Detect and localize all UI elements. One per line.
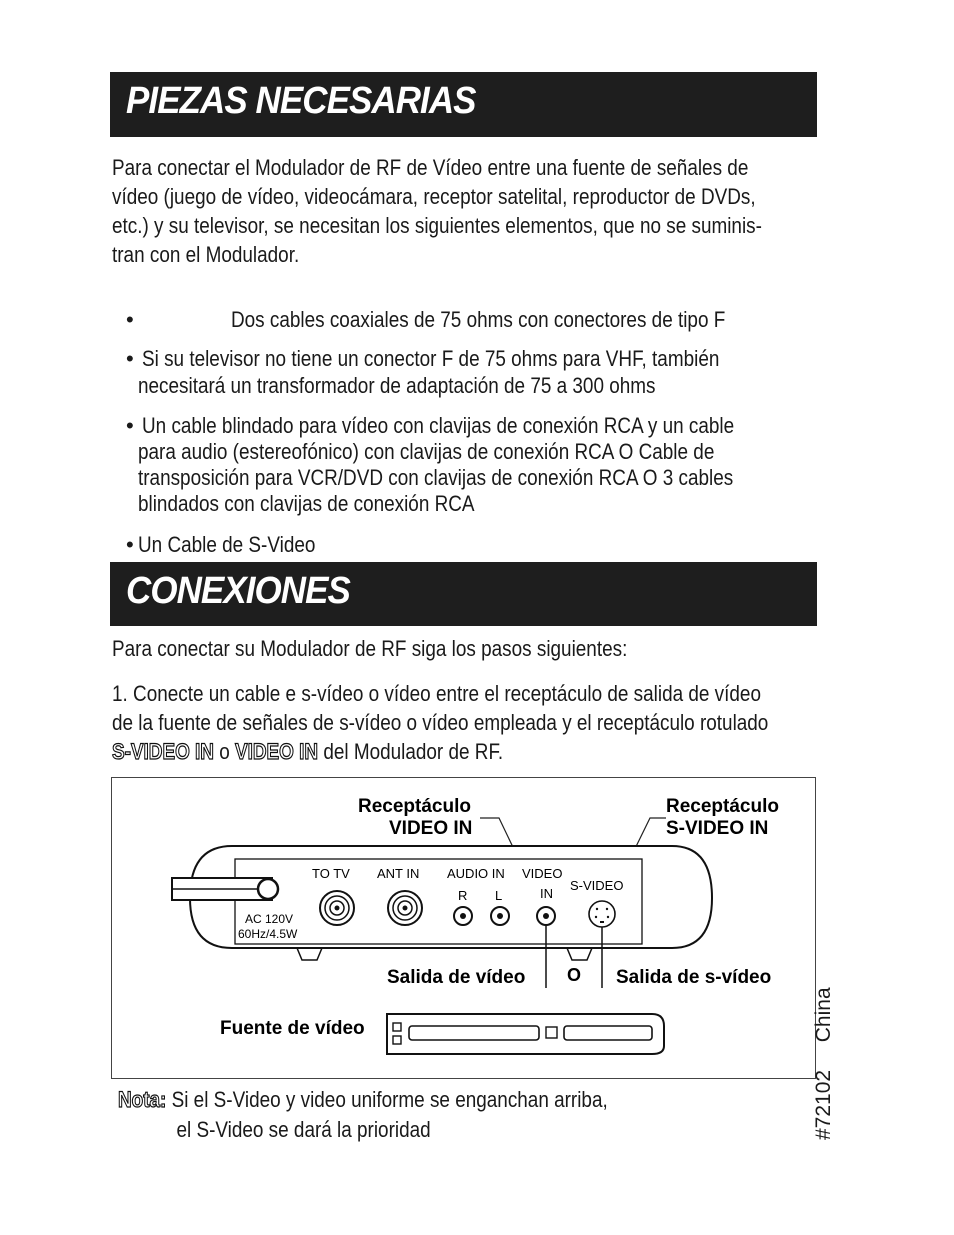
power-jack <box>258 879 278 899</box>
video-source-label: Fuente de vídeo <box>220 1018 365 1039</box>
diagram-svg <box>112 778 815 1078</box>
step-line: de la fuente de señales de s-vídeo o vídeo empleada y el receptáculo rotulado <box>112 710 769 735</box>
bullet-marker: • <box>126 307 134 332</box>
section-header-conexiones <box>110 562 817 626</box>
bullet-text: blindados con clavijas de conexión RCA <box>138 491 475 516</box>
conexiones-intro-text: Para conectar su Modulador de RF siga los pasos siguientes: <box>112 636 628 661</box>
section-title: CONEXIONES <box>126 570 350 612</box>
rca-port-audio-l <box>491 907 509 925</box>
bullet-text: Dos cables coaxiales de 75 ohms con conectores de tipo F <box>231 307 726 332</box>
port-label-to-tv: TO TV <box>312 866 350 881</box>
modulator-foot <box>297 948 322 960</box>
power-label-2: 60Hz/4.5W <box>238 927 298 941</box>
intro-line: tran con el Modulador. <box>112 242 300 267</box>
note-line-2: el S-Video se dará la prioridad <box>176 1117 431 1142</box>
conexiones-intro <box>112 634 815 663</box>
step-line-3 <box>112 737 815 766</box>
label-svideo-in: S-VIDEO IN <box>112 739 214 764</box>
coax-port-ant-in <box>388 891 422 925</box>
rca-port-video-in <box>537 907 555 925</box>
note-block <box>118 1085 954 1145</box>
coax-port-to-tv <box>320 891 354 925</box>
output-svideo-label: Salida de s-vídeo <box>616 967 772 988</box>
step-line: 1. Conecte un cable e s-vídeo o vídeo entre el receptáculo de salida de vídeo <box>112 681 761 706</box>
power-label-1: AC 120V <box>245 912 294 926</box>
note-line-1: Si el S-Video y video uniforme se enganchan arriba, <box>166 1087 608 1112</box>
svideo-port <box>589 901 615 927</box>
bullet-marker: • <box>126 532 134 557</box>
bullet-text: Un Cable de S-Video <box>138 532 316 557</box>
port-label-video-2: IN <box>540 886 553 901</box>
bullet-text: transposición para VCR/DVD con clavijas de conexión RCA O 3 cables <box>138 465 734 490</box>
port-label-r: R <box>458 888 468 903</box>
bullet-text: Si su televisor no tiene un conector F de 75 ohms para VHF, también <box>142 346 720 371</box>
callout-video-label-2: VIDEO IN <box>389 818 473 839</box>
bullet-text: para audio (estereofónico) con clavijas de conexión RCA O Cable de <box>138 439 715 464</box>
port-label-video-1: VIDEO <box>522 866 563 881</box>
intro-line: Para conectar el Modulador de RF de Vídeo entre una fuente de señales de <box>112 155 749 180</box>
section-header-piezas <box>110 72 817 137</box>
port-label-ant-in: ANT IN <box>377 866 420 881</box>
intro-line: etc.) y su televisor, se necesitan los siguientes elementos, que no se suminis- <box>112 213 762 238</box>
port-label-l: L <box>495 888 503 903</box>
port-label-svideo: S-VIDEO <box>570 878 624 893</box>
video-source-device <box>387 1014 664 1054</box>
step-1 <box>112 679 815 766</box>
product-code: #72102 <box>812 1069 835 1140</box>
rca-port-audio-r <box>454 907 472 925</box>
bullet-marker: • <box>126 413 134 438</box>
origin-country: China <box>812 987 835 1043</box>
callout-svideo-label-1: Receptáculo <box>666 796 779 817</box>
connection-diagram <box>111 777 816 1079</box>
port-label-audio-in: AUDIO IN <box>447 866 505 881</box>
callout-video-label-1: Receptáculo <box>358 796 471 817</box>
step-end: del Modulador de RF. <box>318 739 504 764</box>
step-or: o <box>213 739 236 764</box>
output-video-label: Salida de vídeo <box>387 967 526 988</box>
modulator-foot <box>567 948 592 960</box>
callout-svideo-label-2: S-VIDEO IN <box>666 818 769 839</box>
bullet-text: Un cable blindado para vídeo con clavijas de conexión RCA y un cable <box>142 413 735 438</box>
label-video-in: VIDEO IN <box>235 739 319 764</box>
section-title: PIEZAS NECESARIAS <box>126 80 476 122</box>
intro-paragraph <box>112 153 815 269</box>
output-or-label: O <box>567 965 582 985</box>
note-label: Nota: <box>118 1087 167 1112</box>
bullet-marker: • <box>126 346 134 371</box>
bullet-text: necesitará un transformador de adaptación de 75 a 300 ohms <box>138 373 656 398</box>
intro-line: vídeo (juego de vídeo, videocámara, receptor satelital, reproductor de DVDs, <box>112 184 756 209</box>
